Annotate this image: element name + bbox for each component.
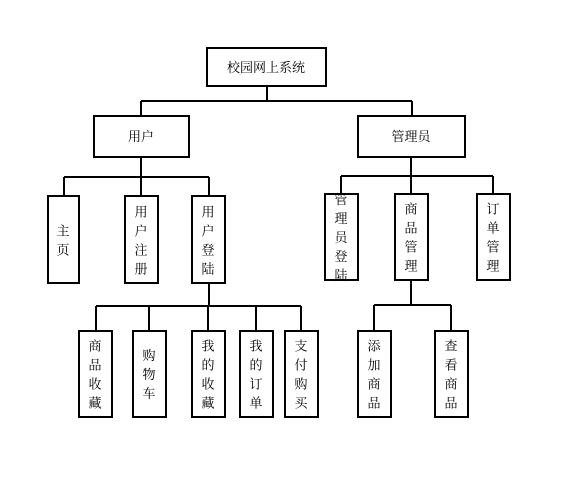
- node-cart: [133, 331, 166, 417]
- node-register-label: 用户注册: [134, 205, 148, 278]
- node-user: [94, 116, 189, 157]
- node-root: [207, 48, 326, 86]
- node-goods-manage: [395, 194, 428, 280]
- node-collect: [79, 331, 112, 417]
- node-collect-label: 商品收藏: [88, 339, 102, 412]
- node-favorites-label: 我的收藏: [201, 339, 215, 412]
- node-login: [192, 196, 225, 283]
- node-favorites: [192, 331, 225, 417]
- node-root-label: 校园网上系统: [226, 61, 306, 76]
- node-order-manage: [477, 194, 510, 280]
- node-add-goods-label: 添加商品: [367, 339, 381, 412]
- node-view-goods-label: 查看商品: [444, 339, 458, 412]
- connector-root-to-roles: [141, 86, 412, 116]
- connector-login-to-children: [96, 283, 301, 331]
- connector-goods-to-children: [374, 280, 451, 331]
- node-login-label: 用户登陆: [201, 205, 215, 278]
- node-home-label: 主页: [56, 224, 70, 259]
- node-home: [48, 196, 79, 283]
- node-orders: [240, 331, 273, 417]
- node-register: [125, 196, 158, 283]
- node-view-goods: [435, 331, 468, 417]
- connector-user-to-children: [64, 157, 209, 196]
- node-admin-label: 管理员: [391, 130, 431, 145]
- node-goods-manage-label: 商品管理: [404, 202, 418, 275]
- node-user-label: 用户: [127, 130, 155, 145]
- node-admin: [358, 116, 465, 157]
- node-pay: [285, 331, 318, 417]
- node-admin-login: [325, 193, 358, 284]
- node-cart-label: 购物车: [142, 349, 156, 402]
- connector-admin-to-children: [341, 157, 493, 194]
- node-orders-label: 我的订单: [249, 339, 263, 412]
- node-admin-login-label: 管理员登陆: [334, 193, 348, 284]
- node-order-manage-label: 订单管理: [486, 202, 500, 275]
- node-pay-label: 支付购买: [294, 339, 308, 412]
- node-add-goods: [358, 331, 391, 417]
